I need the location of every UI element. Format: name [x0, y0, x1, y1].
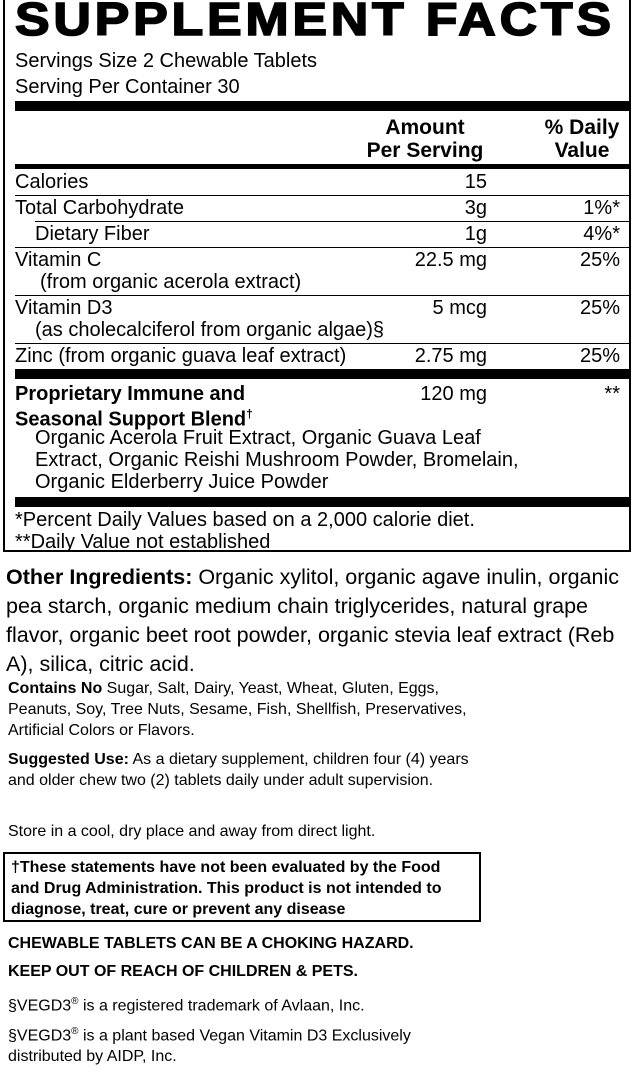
thick-divider — [15, 497, 629, 507]
row-divider — [35, 221, 629, 222]
row-divider — [15, 295, 629, 296]
fda-disclaimer: †These statements have not been evaluated by the Food and Drug Administration. This product is not intended to diagnose, treat, cure or prevent any disease — [3, 852, 481, 922]
row-carbohydrate-dv: 1%* — [583, 197, 620, 219]
row-carbohydrate-amount: 3g — [464, 197, 487, 219]
row-vitamin-c-source: (from organic acerola extract) — [40, 271, 302, 293]
row-calories-amount: 15 — [464, 171, 487, 193]
contains-no: Contains No Sugar, Salt, Dairy, Yeast, Wheat, Gluten, Eggs, Peanuts, Soy, Tree Nuts, Sesame, Fish, Shellfish, Preservatives, Artificial Colors or Flavors. — [8, 680, 467, 739]
row-divider — [15, 195, 629, 196]
row-divider — [15, 343, 629, 344]
header-daily-value: % Daily Value — [544, 116, 620, 162]
thick-divider — [15, 101, 629, 111]
row-calories-name: Calories — [15, 171, 89, 193]
footnote-daily-values: *Percent Daily Values based on a 2,000 calorie diet. — [15, 509, 475, 531]
header-divider — [15, 164, 629, 169]
blend-amount: 120 mg — [420, 383, 487, 405]
blend-ingredients-line1: Organic Acerola Fruit Extract, Organic Guava Leaf — [35, 427, 481, 449]
trademark-note-2: §VEGD3® is a plant based Vegan Vitamin D3 Exclusively distributed by AIDP, Inc. — [8, 1026, 411, 1066]
row-vitamin-c-amount: 22.5 mg — [414, 249, 487, 271]
row-vitamin-c-dv: 25% — [579, 249, 620, 271]
row-fiber-dv: 4%* — [583, 223, 620, 245]
row-zinc-dv: 25% — [579, 345, 620, 367]
blend-dv: ** — [604, 383, 620, 405]
row-vitamin-d3-dv: 25% — [579, 297, 620, 319]
blend-name-line1: Proprietary Immune and — [15, 383, 246, 405]
row-divider — [15, 247, 629, 248]
row-vitamin-d3-amount: 5 mcg — [432, 297, 487, 319]
children-warning: KEEP OUT OF REACH OF CHILDREN & PETS. — [8, 963, 358, 980]
thick-divider — [15, 369, 629, 379]
blend-name-line2: Seasonal Support Blend† — [15, 407, 253, 431]
row-vitamin-d3-name: Vitamin D3 — [15, 297, 113, 319]
blend-ingredients-line3: Organic Elderberry Juice Powder — [35, 471, 329, 493]
servings-per-container: Serving Per Container 30 — [15, 76, 240, 98]
blend-ingredients-line2: Extract, Organic Reishi Mushroom Powder, Bromelain, — [35, 449, 519, 471]
row-zinc-name: Zinc (from organic guava leaf extract) — [15, 345, 347, 367]
serving-size: Servings Size 2 Chewable Tablets — [15, 50, 318, 72]
supplement-facts-panel — [3, 0, 631, 552]
row-zinc-amount: 2.75 mg — [414, 345, 487, 367]
panel-title: SUPPLEMENT FACTS — [15, 0, 615, 45]
row-carbohydrate-name: Total Carbohydrate — [15, 197, 184, 219]
trademark-note-1: §VEGD3® is a registered trademark of Avlaan, Inc. — [8, 996, 365, 1015]
storage-instructions: Store in a cool, dry place and away from direct light. — [8, 823, 376, 840]
choking-warning: CHEWABLE TABLETS CAN BE A CHOKING HAZARD. — [8, 935, 414, 952]
row-vitamin-c-name: Vitamin C — [15, 249, 102, 271]
footnote-not-established: **Daily Value not established — [15, 531, 271, 553]
header-amount: Amount Per Serving — [366, 116, 484, 162]
suggested-use: Suggested Use: As a dietary supplement, children four (4) years and older chew two (2) tablets daily under adult supervision. — [8, 751, 469, 789]
row-fiber-amount: 1g — [464, 223, 487, 245]
other-ingredients: Other Ingredients: Organic xylitol, organic agave inulin, organic pea starch, organic medium chain triglycerides, natural grape flavor, organic beet root powder, organic stevia leaf extract (Reb A), silica, citric acid. — [6, 565, 619, 676]
row-fiber-name: Dietary Fiber — [35, 223, 150, 245]
row-vitamin-d3-source: (as cholecalciferol from organic algae)§ — [35, 319, 385, 341]
